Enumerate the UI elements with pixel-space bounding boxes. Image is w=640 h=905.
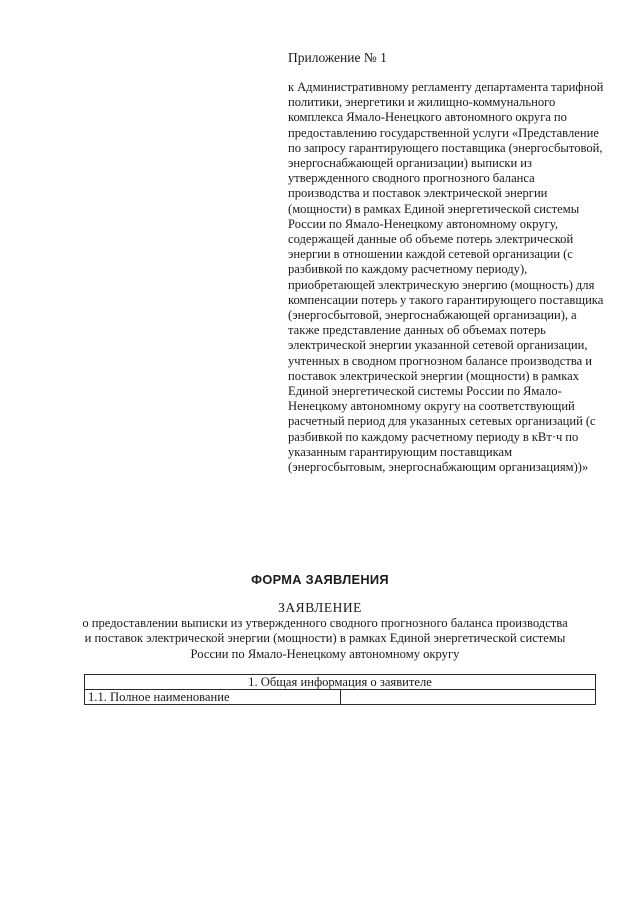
table-section-row [85,675,596,690]
statement-title: ЗАЯВЛЕНИЕ [278,600,362,615]
appendix-title: Приложение № 1 [288,50,387,65]
applicant-info-table [84,674,596,705]
form-heading: ФОРМА ЗАЯВЛЕНИЯ [251,572,389,587]
statement-subtitle: о предоставлении выписки из утвержденного сводного прогнозного баланса производства и поставок электрической энергии (мощности) в рамках Единой энергетической системы России по Ямало-Ненецкому автономному округу [82,616,568,661]
appendix-description: к Административному регламенту департамента тарифной политики, энергетики и жилищно-коммунального комплекса Ямало-Ненецкого автономного округа по предоставлению государственной услуги «Представление по запросу гарантирующего поставщика (энергосбытовой, энергоснабжающей организации) выписки из утвержденного сводного прогнозного баланса производства и поставок электрической энергии (мощности) в рамках Единой энергетической системы России по Ямало-Ненецкому автономному округу, содержащей данные об объеме потерь электрической энергии в отношении каждой сетевой организации (с разбивкой по каждому расчетному периоду), приобретающей электрическую энергию (мощность) для компенсации потерь у такого гарантирующего поставщика (энергосбытовой, энергоснабжающей организации), а также представление данных об объемах потерь электрической энергии указанной сетевой организации, учтенных в сводном прогнозном балансе производства и поставок электрической энергии (мощности) в рамках Единой энергетической системы России по Ямало-Ненецкому автономному округу на соответствующий расчетный период для указанных сетевых организаций (с разбивкой по каждому расчетному периоду в кВт·ч по указанным гарантирующим поставщикам (энергосбытовым, энергоснабжающим организациям))» [288,80,604,475]
full-name-value-cell[interactable] [341,690,596,705]
full-name-label: 1.1. Полное наименование [85,690,341,705]
table-row [85,690,596,705]
section-header-cell: 1. Общая информация о заявителе [85,675,596,690]
